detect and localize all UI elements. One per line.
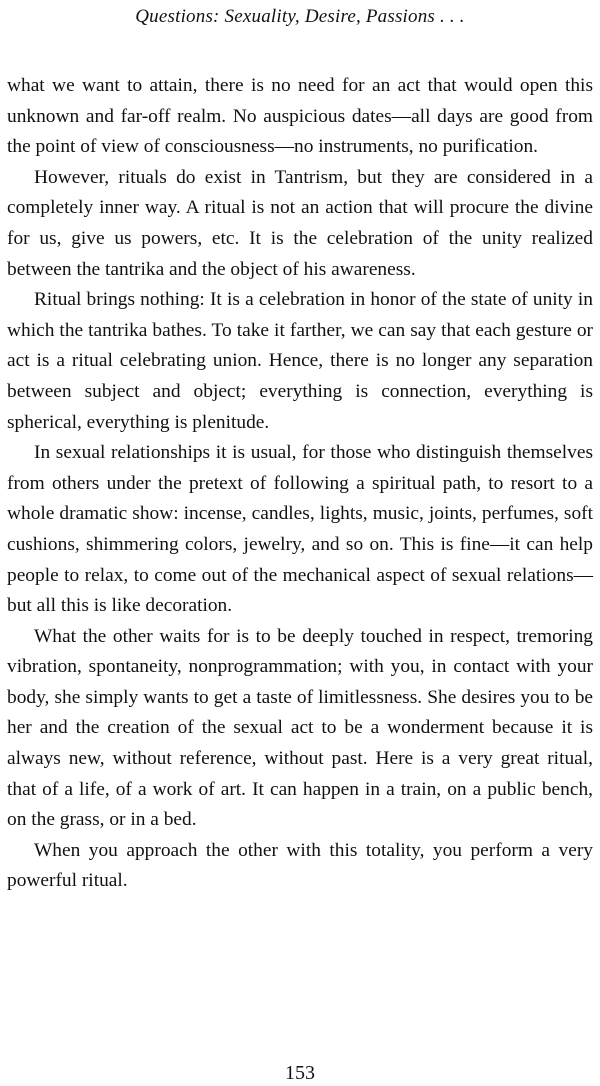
running-head: Questions: Sexuality, Desire, Passions . . .	[135, 6, 465, 27]
body-text	[7, 71, 593, 897]
paragraph-continued: what we want to attain, there is no need for an act that would open this unknown and far-off realm. No auspicious dates—all days are good from the point of view of consciousness—no instruments, no purification.	[7, 75, 593, 158]
paragraph-what-the-other-waits-for: What the other waits for is to be deeply touched in respect, tremoring vibration, spontaneity, nonprogrammation; with you, in contact with your body, she simply wants to get a taste of limitlessness. She desires you to be her and the creation of the sexual act to be a wonderment because it is always new, without reference, without past. Here is a very great ritual, that of a life, of a work of art. It can happen in a train, on a public bench, on the grass, or in a bed.	[7, 625, 593, 831]
paragraph-rituals-in-tantrism: However, rituals do exist in Tantrism, but they are considered in a completely inner way. A ritual is not an action that will procure the divine for us, give us powers, etc. It is the celebration of the unity realized between the tantrika and the object of his awareness.	[7, 166, 593, 280]
page-number: 153	[285, 1062, 315, 1084]
paragraph-powerful-ritual: When you approach the other with this totality, you perform a very powerful ritual.	[7, 839, 593, 892]
paragraph-sexual-relationships: In sexual relationships it is usual, for those who distinguish themselves from others under the pretext of following a spiritual path, to resort to a whole dramatic show: incense, candles, lights, music, joints, perfumes, soft cushions, shimmering colors, jewelry, and so on. This is fine—it can help people to relax, to come out of the mechanical aspect of sexual relations—but all this is like decoration.	[7, 442, 593, 617]
paragraph-ritual-brings-nothing: Ritual brings nothing: It is a celebration in honor of the state of unity in which the tantrika bathes. To take it farther, we can say that each gesture or act is a ritual celebrating union. Hence, there is no longer any separation between subject and object; everything is connection, everything is spherical, everything is plenitude.	[7, 289, 593, 433]
